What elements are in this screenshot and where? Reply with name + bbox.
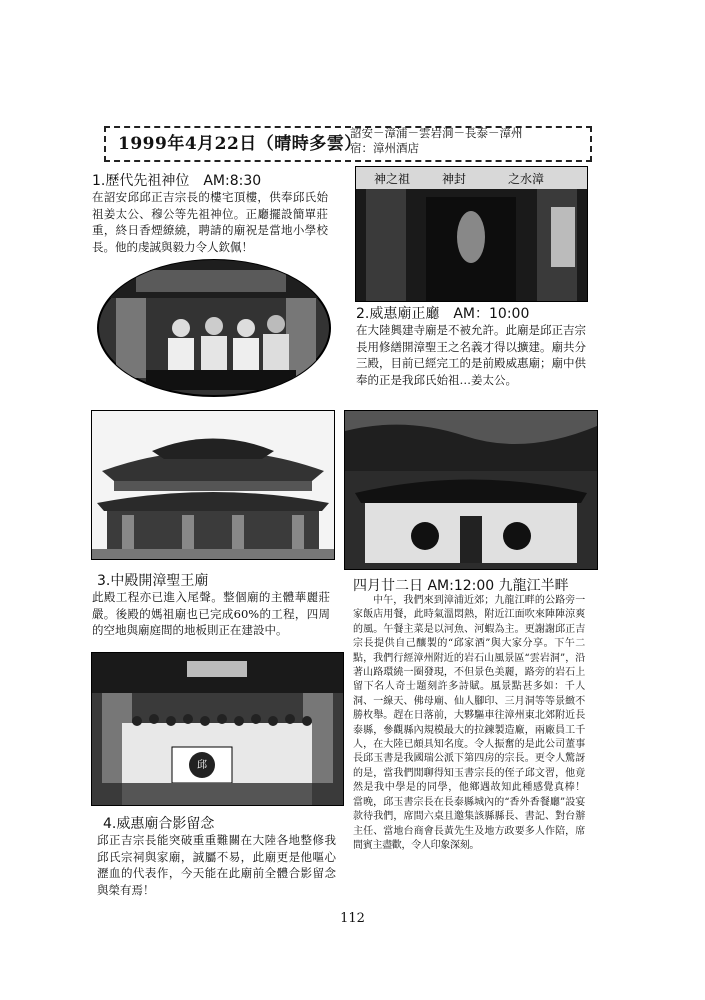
lodging-text: 宿：漳州酒店 — [350, 141, 419, 155]
section-2-title: 2.威惠廟正廳 AM：10:00 — [356, 306, 530, 322]
main-hall-photo — [355, 166, 588, 302]
temple-sign-1: 神之祖 — [374, 172, 411, 186]
section-1-body: 在詔安邱邱正吉宗長的樓宅頂樓，供奉邱氏始祖姜太公、穆公等先祖神位。正廳擺設簡單莊重，終日香煙繚繞，聘請的廟祝是當地小學校長。他的虔誠與毅力令人欽佩！ — [92, 190, 328, 254]
temple-sign-3: 之水漳 — [508, 172, 545, 186]
section-4-body: 邱正吉宗長能突破重重難關在大陸各地整修我邱氏宗祠與家廟，誠屬不易，此廟更是他嘔心瀝血的代表作，今天能在此廟前全體合影留念與榮有焉！ — [97, 833, 336, 897]
altar-photo — [96, 258, 332, 398]
section-5-body: 中午，我們來到漳浦近郊；九龍江畔的公路旁一家飯店用餐，此時氣溫悶熱，附近江面吹來陣陣涼爽的風。午餐主菜是以河魚、河蝦為主。更謝謝邱正吉宗長提供自己釀製的“邱家酒”與大家分享。下午二點，我們行經漳州附近的岩石山風景區“雲岩洞”，沿著山路環繞一圈發現，不但景色美麗，路旁的岩石上留下名人奇士題刻許多詩賦。風景點甚多如：千人洞、一線天、佛母廟、仙人腳印、三月洞等等景緻不勝枚舉。趕在日落前，大夥驅車往漳州東北郊附近長泰縣，參觀縣內規模最大的拉鍊製造廠，兩廠員工千人，在大陸已頗具知名度。令人振奮的是此公司董事長邱玉書是我國瑞公派下第四房的宗長。更令人驚訝的是，當我們閒聊得知玉書宗長的侄子邱文習，他竟然是我中學是的同學，他鄉遇故知此種感覺真棒！ 當晚，邱玉書宗長在長泰縣城內的“香外香餐廳”設宴款待我們，席間六桌且邀集該縣縣長、書記、對台辦主任、當地台商會長黃先生及地方政要多人作陪，席間賓主盡歡，令人印象深刻。 — [353, 595, 595, 851]
section-3-body: 此殿工程亦已進入尾聲。整個廟的主體華麗莊嚴。後殿的媽祖廟也已完成60%的工程，四周的空地與廟庭間的地板則正在建設中。 — [92, 590, 330, 637]
header-date: 1999年4月22日（晴時多雲） — [118, 134, 362, 154]
banner-logo-text: 邱 — [197, 760, 207, 771]
section-5-title: 四月廿二日 AM:12:00 九龍江半畔 — [353, 578, 569, 594]
page-number: 112 — [340, 911, 365, 926]
section-2-body: 在大陸興建寺廟是不被允許。此廟是邱正吉宗長用修繕開漳聖王之名義才得以擴建。廟共分三殿，目前已經完工的是前殿威惠廟；廟中供奉的正是我邱氏始祖…姜太公。 — [356, 323, 586, 387]
riverside-photo — [344, 410, 598, 570]
section-3-title: 3.中殿開漳聖王廟 — [97, 573, 209, 589]
middle-hall-photo — [91, 410, 335, 560]
group-photo — [91, 652, 344, 806]
section-1-title: 1.歷代先祖神位 AM:8:30 — [92, 173, 262, 189]
temple-sign-2: 神封 — [442, 172, 467, 186]
route-text: 詔安－漳浦－雲岩洞－長泰－漳州 — [350, 126, 523, 140]
header-route — [350, 126, 523, 156]
section-4-title: 4.威惠廟合影留念 — [103, 816, 215, 832]
